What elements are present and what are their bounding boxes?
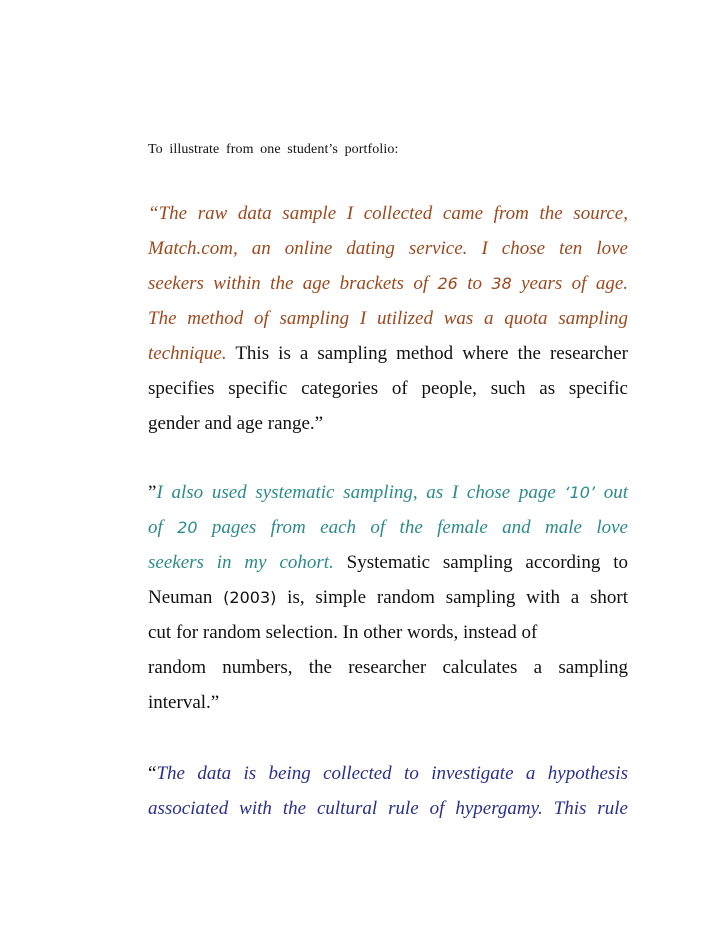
p2-line-2-text-a: of bbox=[148, 517, 178, 538]
pages-count: 20 bbox=[177, 518, 198, 537]
p1-line-3-text-a: seekers within the age brackets of bbox=[148, 273, 438, 294]
p1-line-5-text: This is a sampling method where the researcher bbox=[226, 343, 628, 364]
p1-line-3-text-b: to bbox=[457, 273, 492, 294]
p2-line-6: random numbers, the researcher calculates a sampling bbox=[148, 657, 628, 678]
p2-line-1 bbox=[148, 475, 628, 510]
p3-line-2 bbox=[148, 791, 628, 826]
p2-line-5: cut for random selection. In other words, instead of bbox=[148, 622, 538, 643]
p1-line-3-text-c: years of age. bbox=[511, 273, 628, 294]
p3-line-2-italic: associated with the cultural rule of hypergamy bbox=[148, 798, 539, 819]
age-min: 26 bbox=[437, 274, 458, 293]
p2-line-7: interval.” bbox=[148, 692, 220, 713]
p2-line-3-text: Systematic sampling according to bbox=[333, 552, 628, 573]
p1-line-1: “The raw data sample I collected came from the source, bbox=[148, 203, 628, 224]
p3-open-quote: “ bbox=[148, 763, 157, 784]
p2-line-4-text-a: Neuman bbox=[148, 587, 224, 608]
p2-open-quote: ” bbox=[148, 482, 157, 503]
citation-year: (2003) bbox=[223, 588, 277, 607]
p2-line-4-text-b: is, simple random sampling with a short bbox=[276, 587, 628, 608]
page-number: ‘10’ bbox=[564, 483, 596, 502]
p2-line-3-italic: seekers in my cohort. bbox=[148, 552, 334, 573]
age-max: 38 bbox=[491, 274, 512, 293]
intro-text: To illustrate from one student’s portfolio: bbox=[148, 142, 399, 157]
p1-line-2: Match.com, an online dating service. I chose ten love bbox=[148, 238, 628, 259]
quote-paragraph-3 bbox=[148, 756, 628, 826]
quote-paragraph-1 bbox=[148, 196, 628, 441]
p1-line-5-italic: technique. bbox=[148, 343, 227, 364]
p1-line-6: specifies specific categories of people, such as specific bbox=[148, 378, 628, 399]
p1-line-7: gender and age range.” bbox=[148, 413, 324, 434]
p1-line-3 bbox=[148, 266, 628, 301]
p2-line-3 bbox=[148, 545, 628, 580]
p3-line-1-text: The data is being collected to investigate a hypothesis bbox=[156, 763, 628, 784]
p1-line-5 bbox=[148, 336, 628, 371]
p3-line-1 bbox=[148, 756, 628, 791]
p2-line-2-text-b: pages from each of the female and male love bbox=[197, 517, 628, 538]
p1-line-4: The method of sampling I utilized was a quota sampling bbox=[148, 308, 628, 329]
quote-paragraph-2 bbox=[148, 475, 628, 720]
p3-line-2-text: . This rule bbox=[538, 798, 628, 819]
p2-line-4 bbox=[148, 580, 628, 615]
p2-line-2 bbox=[148, 510, 628, 545]
p2-line-1-text-b: out bbox=[595, 482, 629, 503]
p2-line-1-text-a: I also used systematic sampling, as I chose page bbox=[156, 482, 565, 503]
